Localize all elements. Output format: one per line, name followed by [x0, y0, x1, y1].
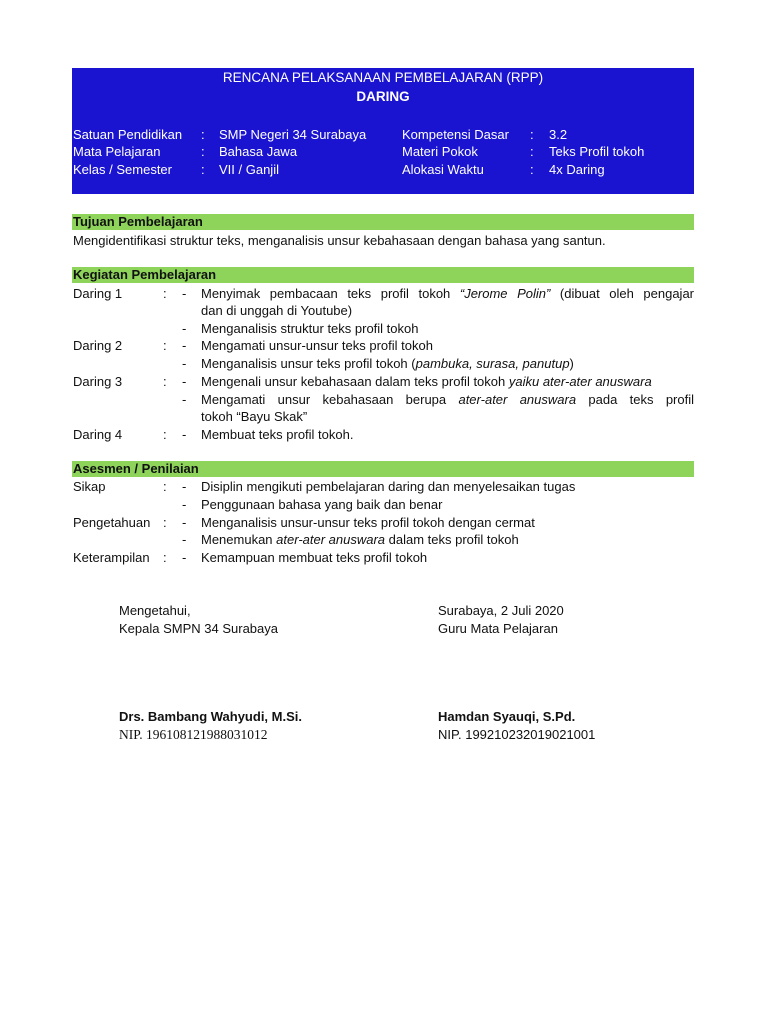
dash: -	[182, 321, 187, 336]
assessment-label: Pengetahuan	[73, 515, 151, 530]
info-value: VII / Ganjil	[219, 162, 279, 177]
dash: -	[182, 286, 187, 301]
colon: :	[163, 479, 167, 494]
dash: -	[182, 550, 187, 565]
activity-item: Mengamati unsur kebahasaan berupa ater-ater anuswara pada teks profil	[201, 392, 694, 407]
info-label: Kompetensi Dasar	[402, 127, 509, 142]
section-bar-tujuan	[72, 214, 694, 230]
sign-left-line1: Mengetahui,	[119, 603, 191, 618]
activity-label: Daring 1	[73, 286, 123, 301]
info-sep: :	[201, 127, 205, 142]
sign-left-line2: Kepala SMPN 34 Surabaya	[119, 621, 278, 636]
assessment-label: Sikap	[73, 479, 106, 494]
info-sep: :	[530, 162, 534, 177]
tujuan-text: Mengidentifikasi struktur teks, menganalisis unsur kebahasaan dengan bahasa yang santun.	[73, 233, 606, 248]
colon: :	[163, 515, 167, 530]
assessment-item: Menemukan ater-ater anuswara dalam teks profil tokoh	[201, 532, 519, 547]
section-heading: Kegiatan Pembelajaran	[73, 267, 217, 282]
activity-label: Daring 3	[73, 374, 123, 389]
colon: :	[163, 338, 167, 353]
info-sep: :	[530, 127, 534, 142]
activity-label: Daring 4	[73, 427, 123, 442]
dash: -	[182, 497, 187, 512]
document-title: RENCANA PELAKSANAAN PEMBELAJARAN (RPP)	[222, 70, 544, 85]
section-bar-kegiatan	[72, 267, 694, 283]
sign-right-line2: Guru Mata Pelajaran	[438, 621, 558, 636]
colon: :	[163, 374, 167, 389]
sign-right-line1: Surabaya, 2 Juli 2020	[438, 603, 564, 618]
section-bar-asesmen	[72, 461, 694, 477]
info-value: Teks Profil tokoh	[549, 144, 645, 159]
assessment-item: Kemampuan membuat teks profil tokoh	[201, 550, 428, 565]
sign-left-nip: NIP. 196108121988031012	[119, 727, 268, 742]
info-value: 4x Daring	[549, 162, 605, 177]
dash: -	[182, 532, 187, 547]
dash: -	[182, 338, 187, 353]
sign-left-name: Drs. Bambang Wahyudi, M.Si.	[119, 709, 302, 724]
sign-right-name: Hamdan Syauqi, S.Pd.	[438, 709, 576, 724]
assessment-item: Disiplin mengikuti pembelajaran daring dan menyelesaikan tugas	[201, 479, 576, 494]
activity-item: Menganalisis unsur teks profil tokoh (pambuka, surasa, panutup)	[201, 356, 574, 371]
document-subtitle: DARING	[356, 89, 410, 104]
activity-item: Membuat teks profil tokoh.	[201, 427, 354, 442]
assessment-label: Keterampilan	[73, 550, 150, 565]
info-value: Bahasa Jawa	[219, 144, 298, 159]
info-label: Satuan Pendidikan	[73, 127, 183, 142]
dash: -	[182, 356, 187, 371]
dash: -	[182, 374, 187, 389]
rpp-header	[72, 68, 694, 194]
assessment-item: Menganalisis unsur-unsur teks profil tokoh dengan cermat	[201, 515, 535, 530]
assessment-item: Penggunaan bahasa yang baik dan benar	[201, 497, 443, 512]
info-label: Materi Pokok	[402, 144, 478, 159]
activity-item-cont: dan di unggah di Youtube)	[201, 303, 353, 318]
dash: -	[182, 515, 187, 530]
info-label: Mata Pelajaran	[73, 144, 161, 159]
section-heading: Asesmen / Penilaian	[73, 461, 199, 476]
dash: -	[182, 392, 187, 407]
dash: -	[182, 479, 187, 494]
info-sep: :	[530, 144, 534, 159]
info-value: 3.2	[549, 127, 568, 142]
activity-label: Daring 2	[73, 338, 123, 353]
sign-right-nip: NIP. 199210232019021001	[438, 727, 596, 742]
activity-item: Menyimak pembacaan teks profil tokoh “Jerome Polin” (dibuat oleh pengajar	[201, 286, 694, 301]
activity-item-cont: tokoh “Bayu Skak”	[201, 409, 308, 424]
colon: :	[163, 550, 167, 565]
activity-item: Mengenali unsur kebahasaan dalam teks profil tokoh yaiku ater-ater anuswara	[201, 374, 652, 389]
dash: -	[182, 427, 187, 442]
activity-item: Mengamati unsur-unsur teks profil tokoh	[201, 338, 433, 353]
colon: :	[163, 427, 167, 442]
info-value: SMP Negeri 34 Surabaya	[219, 127, 367, 142]
activity-item: Menganalisis struktur teks profil tokoh	[201, 321, 419, 336]
info-sep: :	[201, 162, 205, 177]
colon: :	[163, 286, 167, 301]
info-sep: :	[201, 144, 205, 159]
info-label: Alokasi Waktu	[402, 162, 484, 177]
info-label: Kelas / Semester	[73, 162, 172, 177]
section-heading: Tujuan Pembelajaran	[73, 214, 203, 229]
